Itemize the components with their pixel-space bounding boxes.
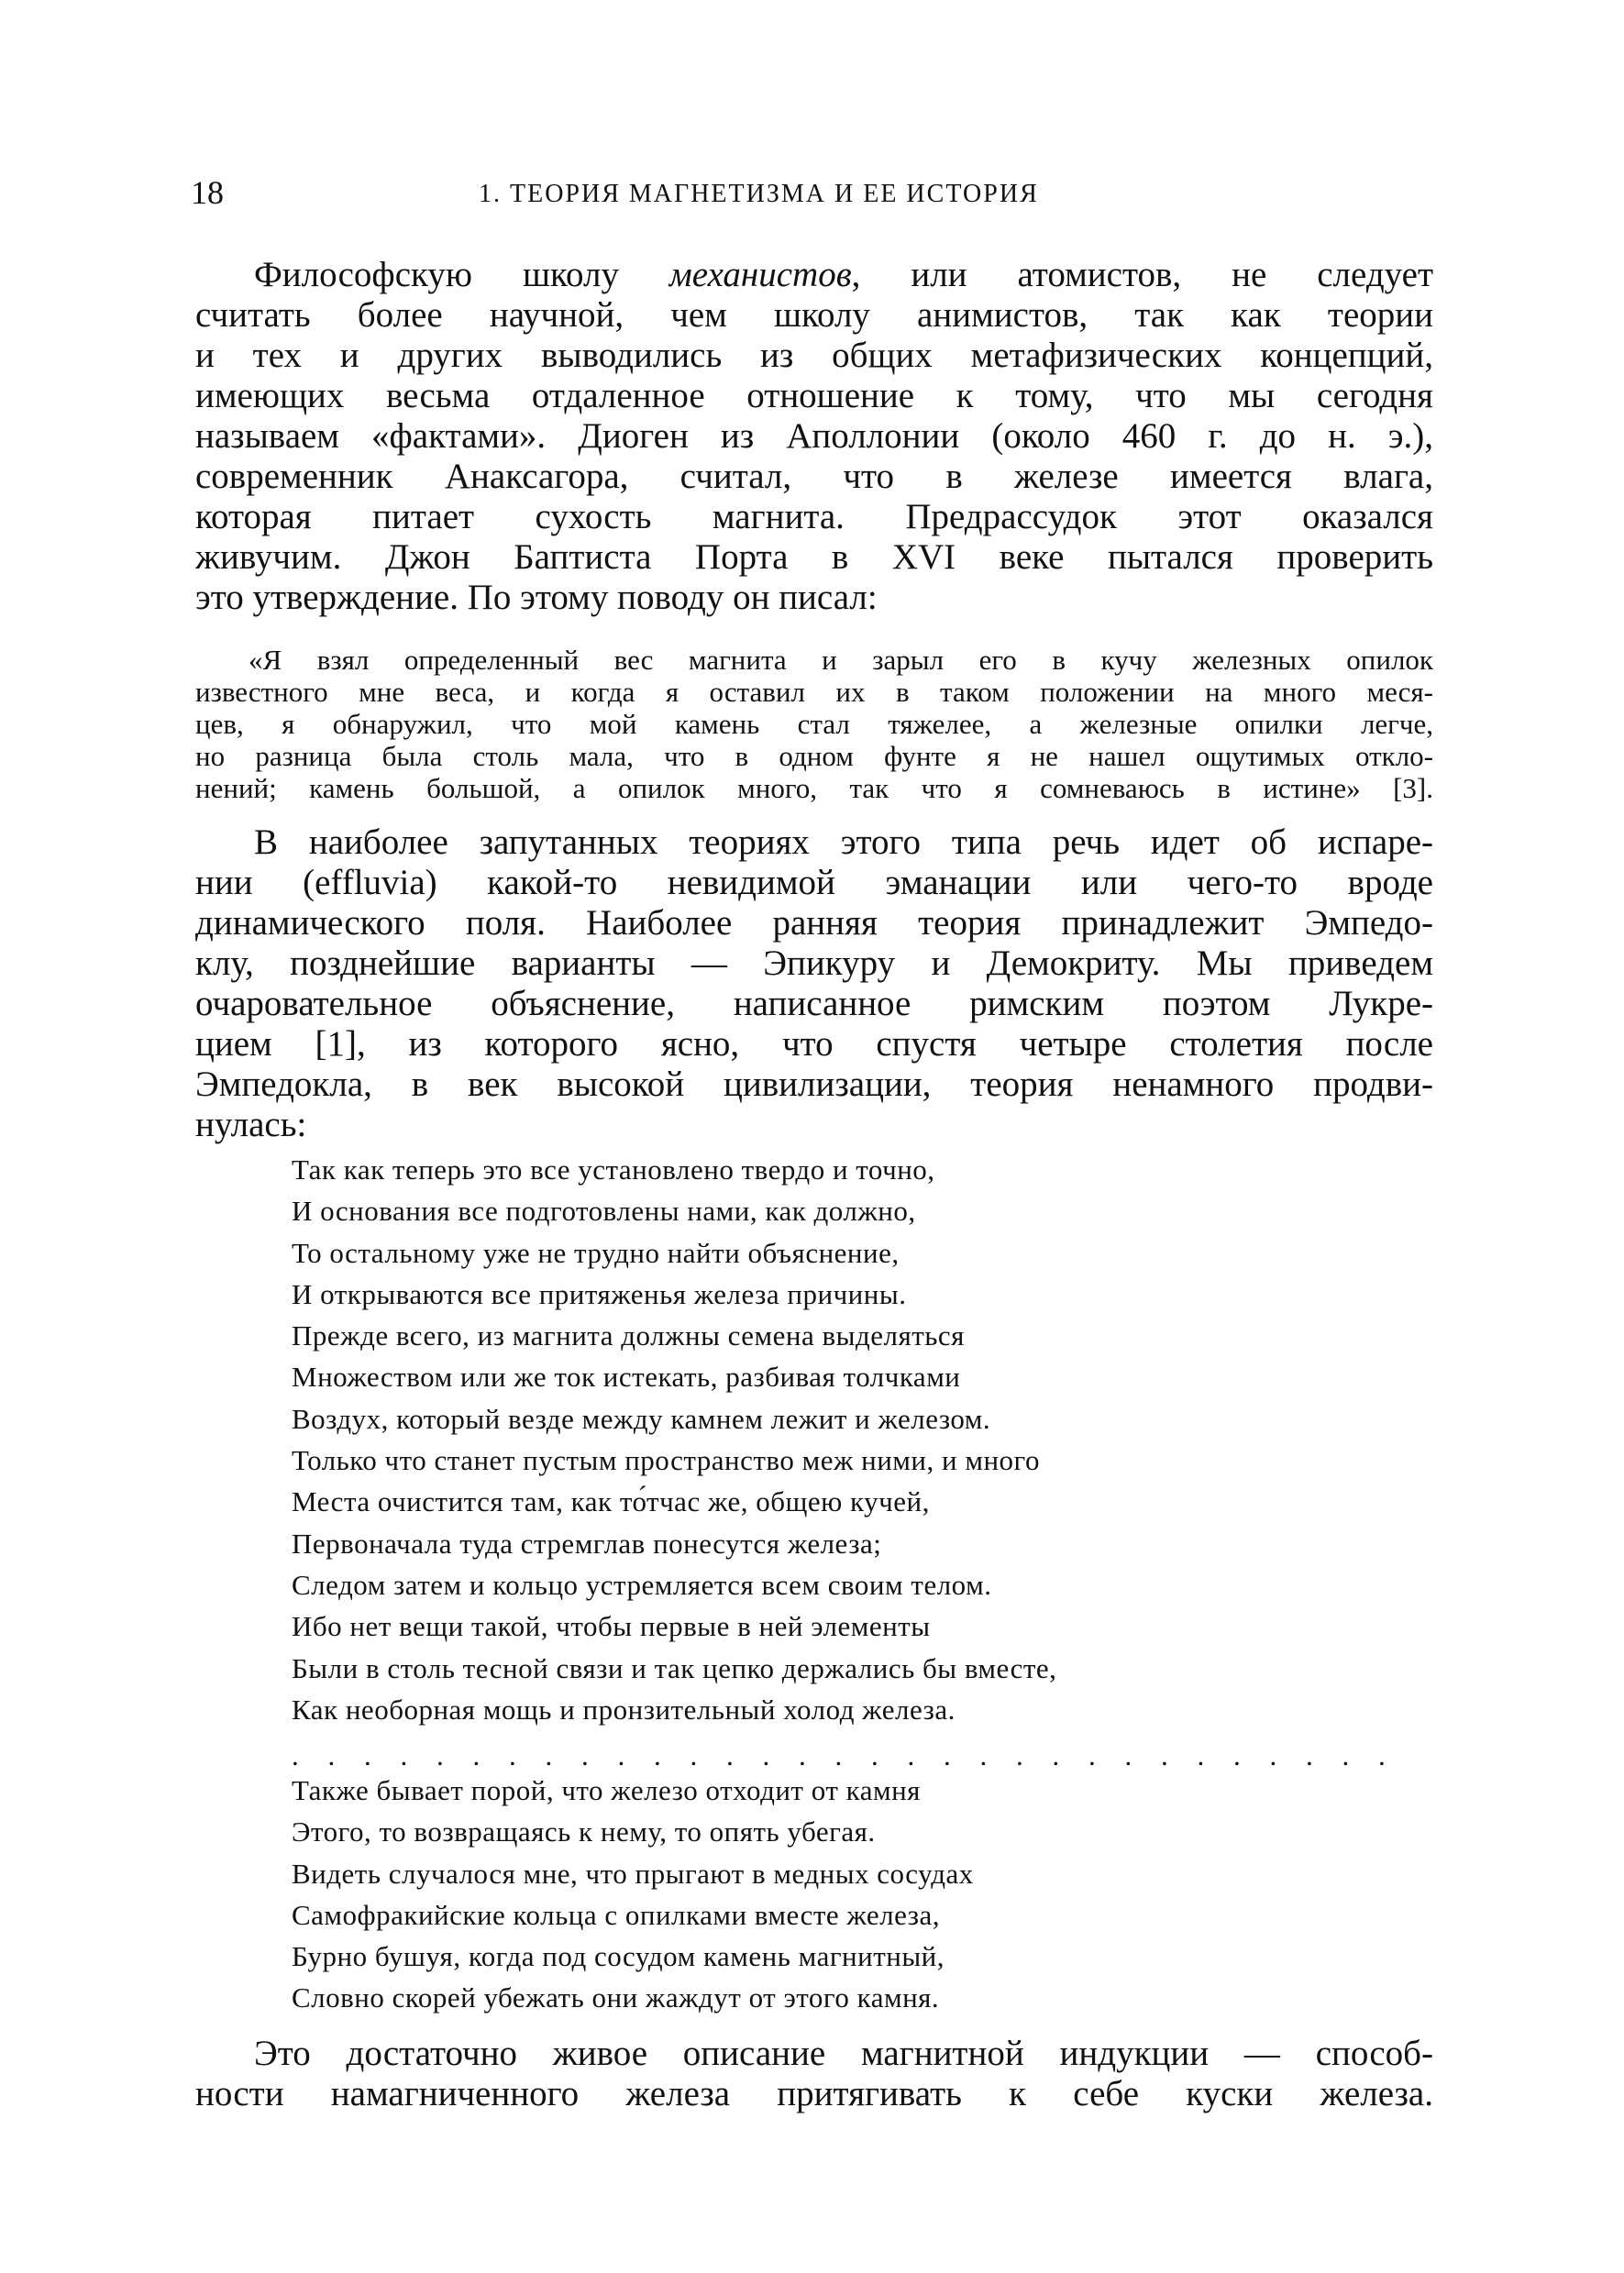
verse-line: Воздух, который везде между камнем лежит и железом. — [292, 1402, 991, 1435]
text-line: Это достаточно живое описание магнитной индукции — способ- — [254, 2034, 1433, 2073]
paragraph-2 — [195, 822, 1433, 1145]
text-line: нулась: — [195, 1105, 307, 1144]
verse-ellipsis: . . . . . . . . . . . . . . . . . . . . . . . . . . . . . . . — [292, 1739, 1397, 1771]
verse-line: Ибо нет вещи такой, чтобы первые в ней элементы — [292, 1610, 931, 1643]
text-line: динамического поля. Наиболее ранняя теория принадлежит Эмпедо- — [195, 903, 1433, 943]
verse-line: Первоначала туда стремглав понесутся железа; — [292, 1527, 882, 1560]
paragraph-3 — [195, 2034, 1433, 2114]
quote-line: известного мне веса, и когда я оставил их в таком положении на много меся- — [195, 676, 1433, 708]
text-line: которая питает сухость магнита. Предрассудок этот оказался — [195, 497, 1433, 536]
verse-line: И открываются все притяженья железа причины. — [292, 1277, 907, 1310]
text-line: имеющих весьма отдаленное отношение к тому, что мы сегодня — [195, 376, 1433, 415]
text-line: В наиболее запутанных теориях этого типа речь идет об испаре- — [254, 822, 1433, 862]
verse-line: Множеством или же ток истекать, разбивая толчками — [292, 1361, 961, 1394]
text-line: считать более научной, чем школу анимистов, так как теории — [195, 295, 1433, 335]
text-line: нии (effluvia) какой-то невидимой эманации или чего-то вроде — [195, 863, 1433, 902]
running-head — [0, 172, 1624, 213]
verse-line: Были в столь тесной связи и так цепко держались бы вместе, — [292, 1651, 1057, 1684]
page-number: 18 — [191, 174, 224, 211]
porta-quote — [195, 644, 1433, 804]
verse-line: Так как теперь это все установлено твердо и точно, — [292, 1153, 935, 1186]
verse-line: Следом затем и кольцо устремляется всем своим телом. — [292, 1568, 992, 1601]
emphasis-mechanists: механистов — [668, 255, 852, 294]
text-line: цием [1], из которого ясно, что спустя четыре столетия после — [195, 1024, 1433, 1064]
text-line: это утверждение. По этому поводу он писал: — [195, 578, 878, 617]
text-line: Эмпедокла, в век высокой цивилизации, теория ненамного продви- — [195, 1065, 1433, 1104]
text-line: ности намагниченного железа притягивать к себе куски железа. — [195, 2074, 1433, 2113]
quote-line: «Я взял определенный вес магнита и зарыл его в кучу железных опилок — [249, 644, 1433, 676]
verse-line: Этого, то возвращаясь к нему, то опять убегая. — [292, 1815, 876, 1848]
text-line: и тех и других выводились из общих метафизических концепций, — [195, 336, 1433, 375]
verse-line: Прежде всего, из магнита должны семена выделяться — [292, 1319, 965, 1352]
lucretius-verse-1 — [292, 1149, 1056, 1730]
quote-line: но разница была столь мала, что в одном фунте я не нашел ощутимых откло- — [195, 740, 1433, 772]
chapter-header: 1. ТЕОРИЯ МАГНЕТИЗМА И ЕЕ ИСТОРИЯ — [479, 180, 1039, 208]
verse-line: Места очистится там, как то́тчас же, общею кучей, — [292, 1485, 930, 1518]
text-line: называем «фактами». Диоген из Аполлонии (около 460 г. до н. э.), — [195, 416, 1433, 456]
quote-line: цев, я обнаружил, что мой камень стал тяжелее, а железные опилки легче, — [195, 708, 1433, 740]
lucretius-verse-2 — [292, 1770, 974, 2019]
verse-line: Бурно бушуя, когда под сосудом камень магнитный, — [292, 1940, 945, 1973]
verse-line: Словно скорей убежать они жаждут от этого камня. — [292, 1981, 940, 2014]
text-line: современник Анаксагора, считал, что в железе имеется влага, — [195, 457, 1433, 496]
verse-line: То остальному уже не трудно найти объяснение, — [292, 1236, 900, 1269]
paragraph-1 — [195, 255, 1433, 618]
verse-line: И основания все подготовлены нами, как должно, — [292, 1195, 916, 1228]
text-line: Философскую школу механистов, или атомистов, не следует — [254, 255, 1433, 294]
verse-line: Также бывает порой, что железо отходит от камня — [292, 1774, 921, 1806]
quote-line: нений; камень большой, а опилок много, так что я сомневаюсь в истине» [3]. — [195, 772, 1433, 804]
text-line: живучим. Джон Баптиста Порта в XVI веке пытался проверить — [195, 537, 1433, 577]
text-line: клу, позднейшие варианты — Эпикуру и Демокриту. Мы приведем — [195, 943, 1433, 983]
verse-line: Как необорная мощь и пронзительный холод железа. — [292, 1693, 956, 1726]
verse-line: Только что станет пустым пространство меж ними, и много — [292, 1444, 1041, 1477]
verse-line: Видеть случалося мне, что прыгают в медных сосудах — [292, 1857, 974, 1890]
text-line: очаровательное объяснение, написанное римским поэтом Лукре- — [195, 984, 1433, 1023]
verse-line: Самофракийские кольца с опилками вместе железа, — [292, 1898, 941, 1931]
